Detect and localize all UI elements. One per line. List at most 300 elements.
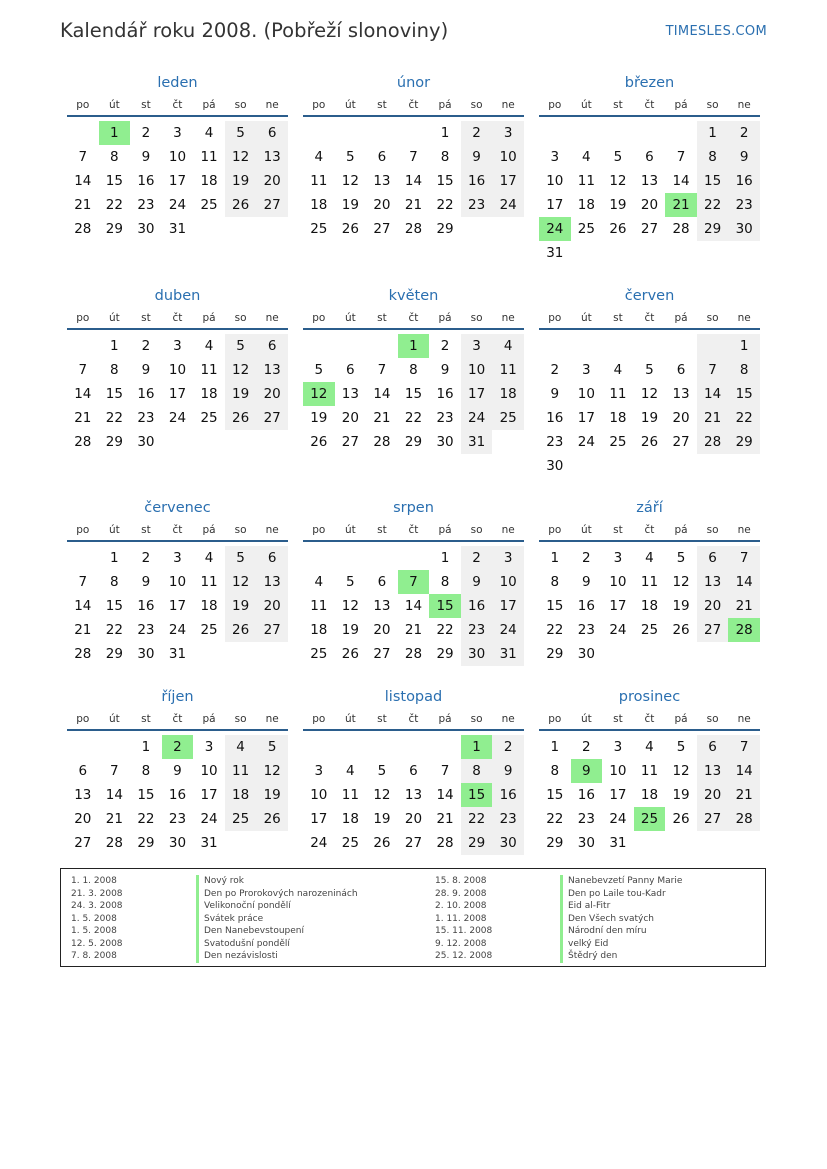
day-cell: 30 [137,646,155,662]
day-cell: 19 [256,783,288,807]
day-cell: 12 [672,763,690,779]
day-cell: 19 [373,811,391,827]
day-cell: 20 [697,594,729,618]
day-cell: 11 [341,787,359,803]
weekday-label: út [344,99,356,111]
day-cell: 24 [609,622,627,638]
day-cell: 24 [577,434,595,450]
day-cell: 18 [200,598,218,614]
day-cell: 27 [640,221,659,237]
page-title: Kalendář roku 2008. (Pobřeží slonoviny) [60,19,449,42]
day-cell: 19 [672,787,690,803]
day-cell: 23 [577,622,595,638]
day-cell: 24 [168,197,187,213]
day-cell: 2 [141,125,151,141]
holiday-name: Den Nanebevstoupení [204,926,304,936]
day-cell: 13 [373,173,391,189]
day-cell: 26 [310,434,328,450]
day-cell: 7 [78,149,88,165]
holiday-name: Den po Prorokových narozeninách [204,888,358,899]
day-grid [303,546,524,666]
holiday-date: 1. 5. 2008 [71,913,117,924]
day-cell: 5 [676,550,686,566]
day-cell: 27 [256,618,288,642]
day-cell: 8 [110,574,119,590]
day-cell: 1 [550,739,560,755]
day-cell: 5 [256,735,288,759]
weekday-label: út [344,713,356,725]
weekday-label: čt [172,312,183,324]
day-cell: 31 [492,642,524,666]
day-cell: 30 [577,646,595,662]
day-cell: 24 [310,835,328,851]
day-cell: 16 [492,783,524,807]
holiday-day-cell: 9 [571,759,603,783]
day-cell: 17 [461,382,493,406]
day-cell: 19 [225,169,257,193]
day-cell: 27 [697,807,729,831]
weekday-header [67,711,288,731]
weekday-label: po [548,524,562,536]
day-cell: 20 [256,169,288,193]
day-cell: 6 [377,149,387,165]
holiday-marker [560,900,563,913]
empty-cell [366,546,398,570]
day-cell: 26 [225,193,257,217]
weekday-label: čt [408,99,419,111]
weekday-header [539,310,760,330]
holiday-marker [560,888,563,901]
day-cell: 12 [225,570,257,594]
day-cell: 7 [78,362,88,378]
weekday-header [67,522,288,542]
day-cell: 6 [409,763,418,779]
day-cell: 20 [256,382,288,406]
weekday-header [67,97,288,117]
day-cell: 30 [546,458,564,474]
weekday-label: so [234,713,247,725]
empty-cell [366,121,398,145]
weekday-label: so [234,312,247,324]
day-cell: 18 [225,783,257,807]
weekday-label: so [470,524,483,536]
day-cell: 28 [728,807,760,831]
day-cell: 16 [137,173,155,189]
day-cell: 25 [310,221,328,237]
day-cell: 23 [492,807,524,831]
day-cell: 8 [697,145,729,169]
day-cell: 18 [310,622,328,638]
day-cell: 13 [341,386,359,402]
day-cell: 22 [436,622,454,638]
weekday-label: ne [737,713,751,725]
day-cell: 18 [640,598,659,614]
day-cell: 18 [609,410,627,426]
legend-column-right [435,875,682,963]
day-cell: 8 [110,362,119,378]
weekday-label: so [234,524,247,536]
day-cell: 22 [137,811,155,827]
weekday-label: ne [265,524,279,536]
weekday-label: ne [265,312,279,324]
day-cell: 27 [256,406,288,430]
weekday-label: út [580,312,592,324]
weekday-label: pá [438,713,452,725]
day-cell: 1 [110,338,119,354]
holiday-date: 1. 11. 2008 [435,913,487,924]
day-cell: 10 [168,574,187,590]
day-cell: 23 [728,193,760,217]
day-cell: 14 [404,173,423,189]
day-cell: 2 [461,121,493,145]
month-0 [67,73,288,241]
day-cell: 28 [74,221,92,237]
holiday-name: Nanebevzetí Panny Marie [568,876,683,886]
day-cell: 3 [492,546,524,570]
holiday-date: 7. 8. 2008 [71,951,117,961]
empty-cell [303,334,335,358]
day-cell: 15 [436,173,454,189]
empty-cell [571,121,603,145]
day-cell: 3 [550,149,560,165]
holiday-date: 15. 11. 2008 [435,926,493,936]
month-name: říjen [161,689,194,705]
day-cell: 29 [105,434,123,450]
day-cell: 30 [168,835,187,851]
month-name: leden [157,75,198,91]
weekday-label: so [470,713,483,725]
day-cell: 21 [74,197,92,213]
day-cell: 14 [728,570,760,594]
day-cell: 13 [74,787,92,803]
day-cell: 28 [436,835,454,851]
weekday-label: čt [408,312,419,324]
day-cell: 28 [74,434,92,450]
weekday-label: pá [674,524,688,536]
day-cell: 27 [256,193,288,217]
legend-row [71,938,358,951]
weekday-label: st [377,524,387,536]
day-cell: 8 [461,759,493,783]
day-cell: 25 [200,622,218,638]
empty-cell [539,121,571,145]
holiday-marker [560,925,563,938]
day-cell: 28 [404,221,423,237]
day-cell: 17 [609,598,627,614]
day-cell: 31 [168,221,187,237]
weekday-label: čt [172,99,183,111]
holiday-marker [196,925,199,938]
day-cell: 19 [341,197,359,213]
weekday-label: st [377,99,387,111]
legend-row [435,888,682,901]
day-cell: 17 [200,787,218,803]
day-cell: 14 [404,598,423,614]
weekday-label: po [312,713,326,725]
day-cell: 9 [728,145,760,169]
weekday-header [539,522,760,542]
holiday-day-cell: 21 [665,193,697,217]
day-cell: 28 [697,430,729,454]
day-cell: 20 [256,594,288,618]
day-cell: 4 [346,763,355,779]
day-cell: 24 [492,618,524,642]
day-cell: 24 [461,406,493,430]
holiday-marker [560,938,563,951]
day-cell: 8 [550,574,560,590]
holiday-name: Den Všech svatých [568,913,654,924]
day-cell: 16 [137,598,155,614]
day-cell: 25 [577,221,595,237]
day-cell: 25 [341,835,359,851]
day-cell: 10 [546,173,564,189]
day-cell: 27 [404,835,423,851]
day-cell: 29 [546,835,564,851]
day-cell: 11 [225,759,257,783]
day-cell: 29 [728,430,760,454]
day-cell: 14 [105,787,123,803]
day-cell: 3 [613,739,623,755]
holiday-name: Štědrý den [568,951,618,961]
day-cell: 9 [141,362,151,378]
month-1 [303,73,524,241]
holiday-marker [196,938,199,951]
day-cell: 14 [74,173,92,189]
day-cell: 17 [168,598,187,614]
weekday-label: st [613,312,623,324]
day-cell: 10 [577,386,595,402]
day-cell: 22 [105,197,123,213]
empty-cell [602,334,634,358]
day-cell: 11 [640,574,659,590]
holiday-date: 15. 8. 2008 [435,876,487,886]
holiday-day-cell: 25 [634,807,666,831]
day-cell: 13 [697,759,729,783]
day-cell: 18 [577,197,595,213]
day-cell: 30 [577,835,595,851]
day-cell: 23 [577,811,595,827]
day-cell: 27 [672,434,690,450]
day-cell: 16 [728,169,760,193]
day-cell: 4 [314,149,324,165]
day-cell: 22 [697,193,729,217]
day-cell: 14 [697,382,729,406]
weekday-label: st [141,312,151,324]
day-cell: 14 [728,759,760,783]
day-cell: 5 [314,362,324,378]
legend-row [435,950,682,963]
day-cell: 31 [609,835,627,851]
day-cell: 10 [492,570,524,594]
day-cell: 11 [492,358,524,382]
holiday-date: 12. 5. 2008 [71,938,123,949]
day-grid [67,334,288,454]
day-cell: 4 [204,125,214,141]
holiday-day-cell: 15 [461,783,493,807]
day-cell: 19 [640,410,659,426]
weekday-label: út [344,524,356,536]
day-cell: 6 [697,546,729,570]
day-cell: 7 [697,358,729,382]
day-cell: 24 [200,811,218,827]
weekday-label: pá [674,99,688,111]
day-cell: 18 [200,173,218,189]
day-cell: 9 [492,759,524,783]
day-cell: 8 [141,763,151,779]
empty-cell [602,121,634,145]
day-cell: 19 [341,622,359,638]
day-cell: 31 [546,245,564,261]
day-cell: 12 [225,145,257,169]
day-cell: 18 [310,197,328,213]
day-cell: 21 [74,410,92,426]
weekday-header [539,97,760,117]
day-cell: 29 [436,646,454,662]
weekday-label: pá [202,713,216,725]
day-cell: 26 [373,835,391,851]
day-cell: 12 [672,574,690,590]
empty-cell [398,121,430,145]
holiday-day-cell: 7 [398,570,430,594]
holiday-date: 25. 12. 2008 [435,951,493,961]
day-cell: 28 [404,646,423,662]
day-cell: 22 [404,410,423,426]
day-cell: 7 [676,149,686,165]
weekday-label: so [234,99,247,111]
weekday-label: čt [644,312,655,324]
empty-cell [303,121,335,145]
day-cell: 16 [577,787,595,803]
empty-cell [366,735,398,759]
day-cell: 23 [137,622,155,638]
day-cell: 23 [168,811,187,827]
day-cell: 9 [141,574,151,590]
weekday-label: pá [438,99,452,111]
day-cell: 7 [409,149,418,165]
day-cell: 2 [728,121,760,145]
month-name: září [636,500,663,516]
day-cell: 26 [341,221,359,237]
day-cell: 1 [110,550,119,566]
month-name: únor [396,75,431,91]
day-cell: 26 [672,811,690,827]
day-cell: 29 [461,831,493,855]
empty-cell [697,334,729,358]
weekday-label: út [108,713,120,725]
weekday-label: út [580,713,592,725]
day-cell: 8 [440,149,450,165]
weekday-label: čt [644,99,655,111]
day-cell: 17 [168,173,187,189]
weekday-label: čt [644,713,655,725]
day-cell: 11 [200,149,218,165]
day-cell: 25 [609,434,627,450]
day-cell: 12 [225,358,257,382]
day-cell: 26 [609,221,627,237]
day-cell: 22 [105,622,123,638]
day-cell: 12 [640,386,659,402]
month-name: prosinec [618,689,681,705]
day-cell: 14 [74,598,92,614]
day-cell: 22 [461,807,493,831]
holiday-name: velký Eid [568,938,609,949]
day-cell: 25 [492,406,524,430]
day-cell: 1 [141,739,151,755]
day-cell: 4 [645,739,654,755]
day-cell: 4 [645,550,654,566]
weekday-label: ne [265,713,279,725]
day-cell: 18 [341,811,359,827]
day-cell: 28 [672,221,690,237]
day-cell: 22 [105,410,123,426]
day-cell: 5 [225,121,257,145]
weekday-label: út [108,312,120,324]
day-cell: 9 [550,386,560,402]
day-cell: 6 [645,149,654,165]
weekday-label: čt [172,524,183,536]
empty-cell [665,334,697,358]
day-cell: 13 [256,570,288,594]
holiday-day-cell: 1 [99,121,131,145]
month-name: srpen [393,500,434,516]
day-cell: 25 [310,646,328,662]
empty-cell [335,334,367,358]
holiday-marker [196,913,199,926]
weekday-label: po [76,99,90,111]
weekday-label: pá [202,99,216,111]
day-cell: 23 [137,410,155,426]
site-link[interactable]: TIMESLES.COM [665,24,767,39]
empty-cell [398,546,430,570]
day-cell: 20 [74,811,92,827]
day-cell: 20 [697,783,729,807]
weekday-label: ne [501,312,515,324]
legend-column-left [71,875,358,963]
month-name: listopad [384,689,443,705]
day-cell: 9 [582,574,591,590]
day-cell: 26 [341,646,359,662]
day-grid [539,735,760,855]
day-cell: 8 [440,574,450,590]
day-cell: 5 [645,362,654,378]
legend-row [71,875,358,888]
weekday-label: po [76,312,90,324]
day-cell: 30 [137,221,155,237]
day-cell: 29 [546,646,564,662]
day-cell: 17 [577,410,595,426]
day-cell: 17 [168,386,187,402]
day-cell: 15 [697,169,729,193]
holiday-marker [560,875,563,888]
day-cell: 20 [373,622,391,638]
month-7 [303,498,524,666]
day-grid [539,334,760,478]
day-cell: 28 [105,835,123,851]
day-cell: 17 [310,811,328,827]
empty-cell [634,334,666,358]
day-cell: 3 [492,121,524,145]
weekday-label: so [470,312,483,324]
day-cell: 17 [492,594,524,618]
day-cell: 10 [168,149,187,165]
day-cell: 10 [310,787,328,803]
day-cell: 6 [346,362,355,378]
day-cell: 25 [200,410,218,426]
weekday-label: pá [202,312,216,324]
holiday-date: 9. 12. 2008 [435,938,487,949]
day-cell: 12 [341,173,359,189]
month-11 [539,687,760,855]
